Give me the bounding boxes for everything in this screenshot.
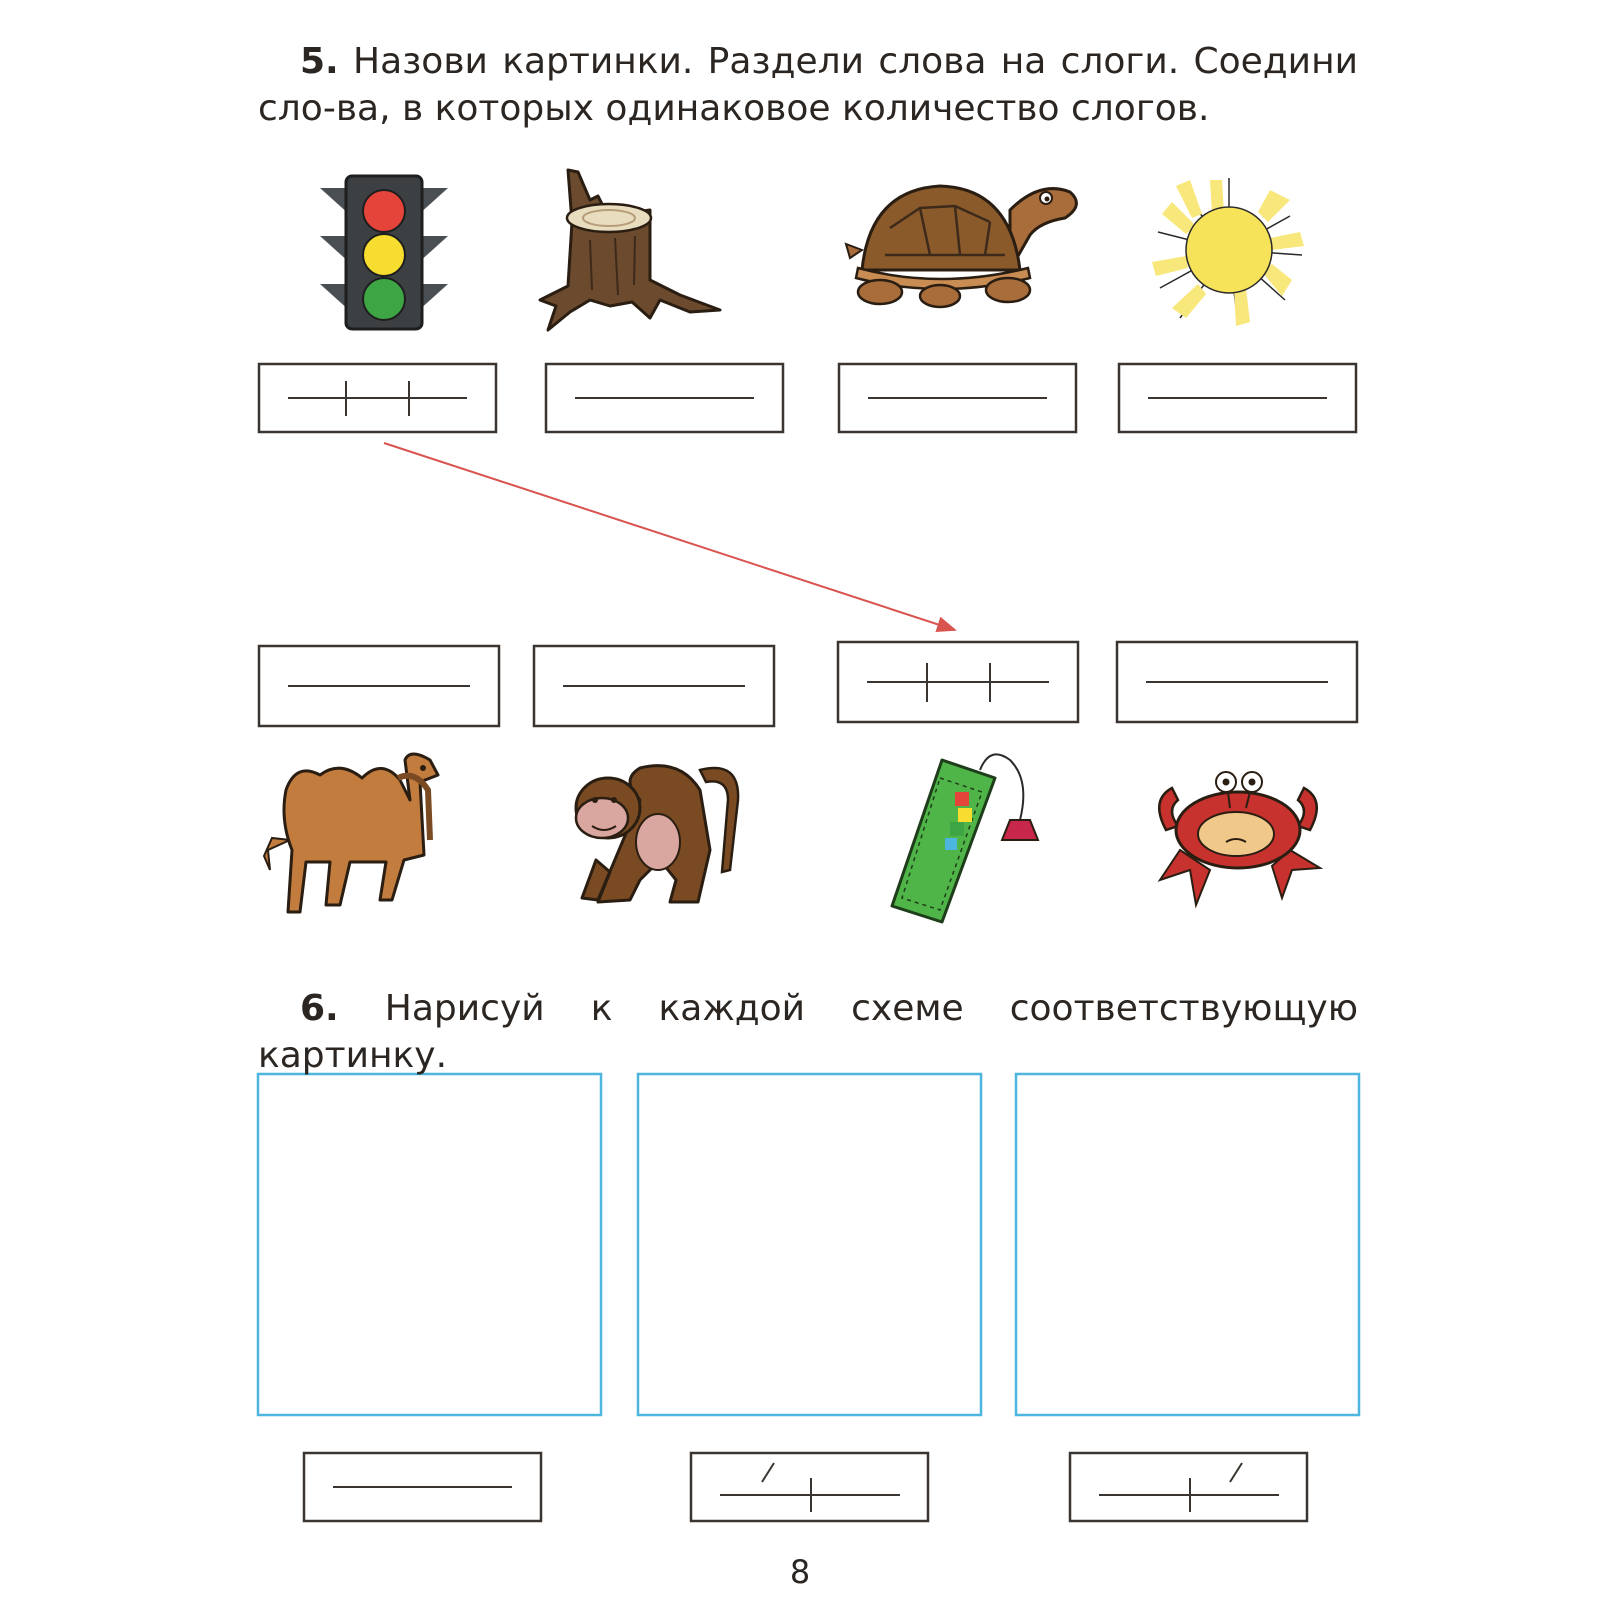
drawing-frame-3[interactable] (1016, 1074, 1359, 1415)
page-number: 8 (789, 1553, 811, 1591)
top-scheme-1[interactable] (259, 364, 496, 432)
top-scheme-2[interactable] (546, 364, 783, 432)
bottom-scheme-3[interactable] (838, 642, 1078, 722)
camel-picture (264, 754, 438, 912)
top-scheme-3[interactable] (839, 364, 1076, 432)
task-6-instruction (258, 985, 1358, 1079)
sun-picture (1152, 178, 1304, 326)
bookmark-picture (892, 754, 1038, 922)
task6-scheme-3 (1070, 1453, 1307, 1521)
task-5-text: Назови картинки. Раздели слова на слоги. Соедини сло-ва, в которых одинаковое количество слогов. (258, 41, 1358, 129)
tree-stump-picture (540, 170, 720, 330)
task6-scheme-1 (304, 1453, 541, 1521)
bottom-scheme-1[interactable] (259, 646, 499, 726)
connection-arrow (384, 443, 955, 630)
bottom-scheme-4[interactable] (1117, 642, 1357, 722)
top-scheme-4[interactable] (1119, 364, 1356, 432)
monkey-picture (576, 766, 738, 902)
traffic-light-picture (320, 176, 448, 329)
task-6-number: 6. (300, 988, 339, 1029)
bottom-scheme-2[interactable] (534, 646, 774, 726)
task-6-text: Нарисуй к каждой схеме соответствующую картинку. (258, 988, 1358, 1076)
drawing-frame-2[interactable] (638, 1074, 981, 1415)
crab-picture (1159, 772, 1320, 905)
drawing-frame-1[interactable] (258, 1074, 601, 1415)
turtle-picture (846, 186, 1076, 307)
task-5-number: 5. (300, 41, 339, 82)
task6-scheme-2 (691, 1453, 928, 1521)
